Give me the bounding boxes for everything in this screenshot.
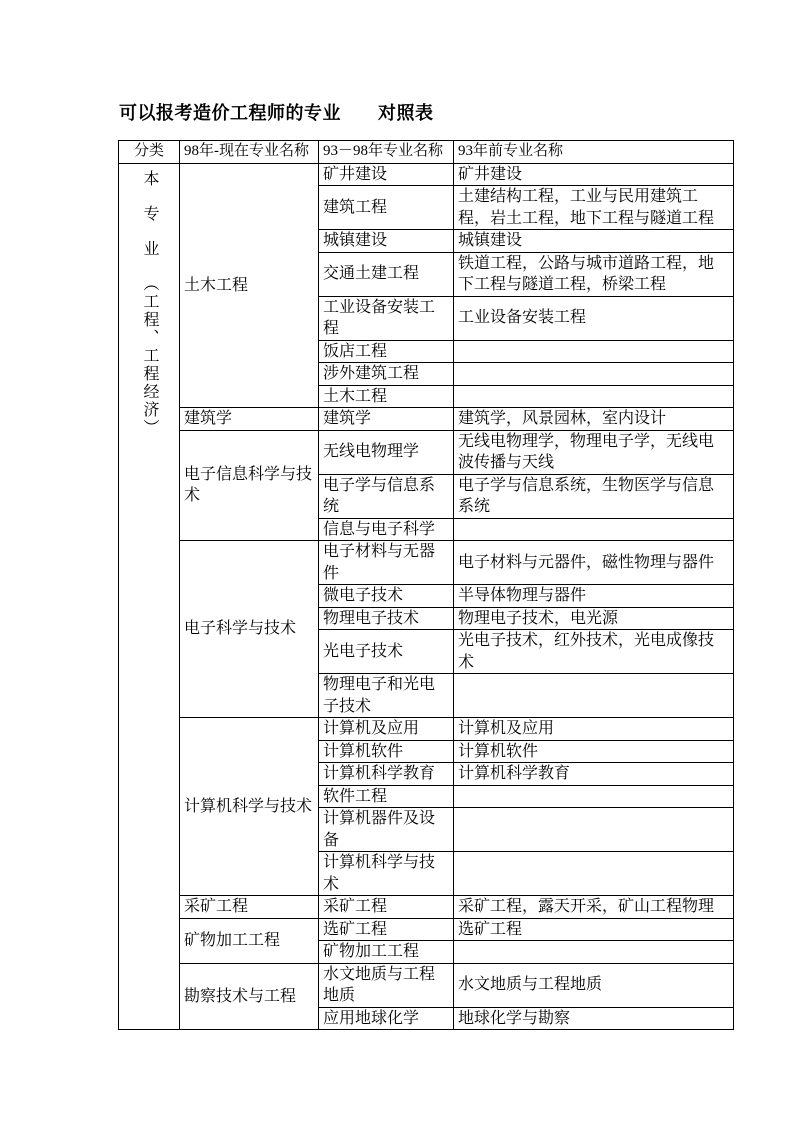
major-pre-93-cell <box>454 385 734 408</box>
major-pre-93-cell <box>454 340 734 363</box>
major-93-98-cell: 计算机科学与技术 <box>319 852 454 896</box>
major-93-98-cell: 土木工程 <box>319 385 454 408</box>
major-93-98-cell: 饭店工程 <box>319 340 454 363</box>
major-pre-93-cell <box>454 808 734 852</box>
major-pre-93-cell: 矿井建设 <box>454 163 734 186</box>
major-pre-93-cell: 光电子技术，红外技术，光电成像技术 <box>454 630 734 674</box>
major-pre-93-cell: 电子材料与元器件，磁性物理与器件 <box>454 541 734 585</box>
major-pre-93-cell <box>454 785 734 808</box>
major-pre-93-cell: 电子学与信息系统，生物医学与信息系统 <box>454 474 734 518</box>
table-row <box>119 896 734 919</box>
major-93-98-cell: 涉外建筑工程 <box>319 363 454 386</box>
table-row <box>119 163 734 186</box>
major-93-98-cell: 计算机及应用 <box>319 718 454 741</box>
major-98-now-cell: 电子信息科学与技术 <box>180 430 319 541</box>
major-93-98-cell: 应用地球化学 <box>319 1007 454 1030</box>
major-pre-93-cell: 采矿工程，露天开采，矿山工程物理 <box>454 896 734 919</box>
major-93-98-cell: 建筑工程 <box>319 186 454 230</box>
major-pre-93-cell: 土建结构工程，工业与民用建筑工程，岩土工程，地下工程与隧道工程 <box>454 186 734 230</box>
category-vertical-label <box>138 170 160 437</box>
major-93-98-cell: 电子学与信息系统 <box>319 474 454 518</box>
category-label-paren: （工程、工程经济） <box>141 274 158 437</box>
major-pre-93-cell: 城镇建设 <box>454 230 734 253</box>
major-93-98-cell: 城镇建设 <box>319 230 454 253</box>
major-93-98-cell: 工业设备安装工程 <box>319 296 454 340</box>
major-93-98-cell: 选矿工程 <box>319 918 454 941</box>
major-93-98-cell: 软件工程 <box>319 785 454 808</box>
major-pre-93-cell <box>454 852 734 896</box>
category-label-main: 本专业 <box>141 169 158 275</box>
major-93-98-cell: 物理电子技术 <box>319 607 454 630</box>
major-pre-93-cell: 工业设备安装工程 <box>454 296 734 340</box>
mapping-table <box>118 140 734 1030</box>
major-98-now-cell: 电子科学与技术 <box>180 541 319 718</box>
major-98-now-cell: 采矿工程 <box>180 896 319 919</box>
major-pre-93-cell <box>454 674 734 718</box>
major-pre-93-cell: 计算机科学教育 <box>454 763 734 786</box>
major-93-98-cell: 矿井建设 <box>319 163 454 186</box>
major-pre-93-cell: 无线电物理学，物理电子学，无线电波传播与天线 <box>454 430 734 474</box>
major-98-now-cell: 勘察技术与工程 <box>180 963 319 1030</box>
major-93-98-cell: 采矿工程 <box>319 896 454 919</box>
major-pre-93-cell: 建筑学，风景园林，室内设计 <box>454 408 734 431</box>
major-pre-93-cell <box>454 518 734 541</box>
major-93-98-cell: 微电子技术 <box>319 585 454 608</box>
major-93-98-cell: 建筑学 <box>319 408 454 431</box>
major-pre-93-cell: 半导体物理与器件 <box>454 585 734 608</box>
major-93-98-cell: 计算机软件 <box>319 740 454 763</box>
major-93-98-cell: 光电子技术 <box>319 630 454 674</box>
header-major-93-98: 93－98年专业名称 <box>319 141 454 164</box>
major-pre-93-cell: 铁道工程，公路与城市道路工程，地下工程与隧道工程，桥梁工程 <box>454 252 734 296</box>
major-pre-93-cell: 计算机软件 <box>454 740 734 763</box>
table-body <box>119 163 734 1030</box>
category-cell <box>119 163 180 1030</box>
major-93-98-cell: 计算机器件及设备 <box>319 808 454 852</box>
major-98-now-cell: 矿物加工工程 <box>180 918 319 963</box>
major-98-now-cell: 土木工程 <box>180 163 319 408</box>
major-93-98-cell: 信息与电子科学 <box>319 518 454 541</box>
major-pre-93-cell: 物理电子技术，电光源 <box>454 607 734 630</box>
header-row <box>119 141 734 164</box>
major-98-now-cell: 计算机科学与技术 <box>180 718 319 896</box>
table-row <box>119 541 734 585</box>
table-row <box>119 408 734 431</box>
major-93-98-cell: 无线电物理学 <box>319 430 454 474</box>
major-pre-93-cell <box>454 363 734 386</box>
table-row <box>119 430 734 474</box>
major-pre-93-cell <box>454 941 734 964</box>
major-pre-93-cell: 计算机及应用 <box>454 718 734 741</box>
table-header <box>119 141 734 164</box>
major-93-98-cell: 交通土建工程 <box>319 252 454 296</box>
header-major-98-now: 98年-现在专业名称 <box>180 141 319 164</box>
major-93-98-cell: 水文地质与工程地质 <box>319 963 454 1007</box>
header-major-pre-93: 93年前专业名称 <box>454 141 734 164</box>
major-pre-93-cell: 选矿工程 <box>454 918 734 941</box>
page-title: 可以报考造价工程师的专业 对照表 <box>119 103 434 123</box>
major-98-now-cell: 建筑学 <box>180 408 319 431</box>
major-93-98-cell: 电子材料与无器件 <box>319 541 454 585</box>
header-category: 分类 <box>119 141 180 164</box>
table-row <box>119 718 734 741</box>
major-93-98-cell: 物理电子和光电子技术 <box>319 674 454 718</box>
major-pre-93-cell: 地球化学与勘察 <box>454 1007 734 1030</box>
major-93-98-cell: 矿物加工工程 <box>319 941 454 964</box>
table-row <box>119 963 734 1007</box>
major-pre-93-cell: 水文地质与工程地质 <box>454 963 734 1007</box>
table-row <box>119 918 734 941</box>
major-93-98-cell: 计算机科学教育 <box>319 763 454 786</box>
